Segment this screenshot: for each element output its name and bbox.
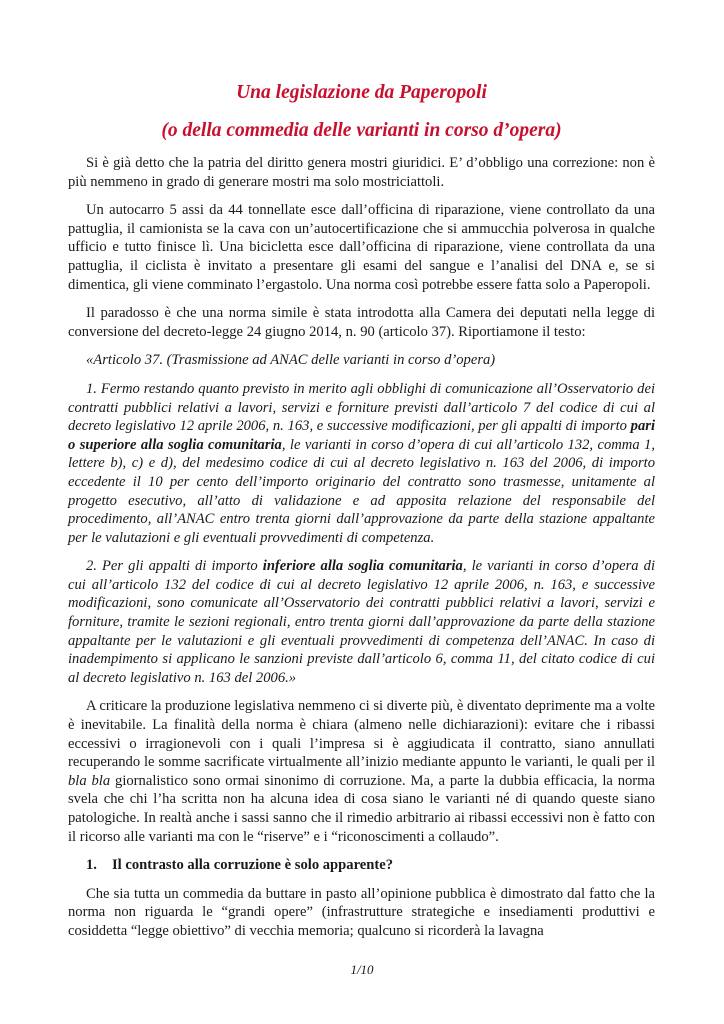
paragraph-criticism-text-b: giornalistico sono ormai sinonimo di corruzione. Ma, a parte la dubbia efficacia, la norma svela che chi l’ha scritta non ha alcuna idea di cosa siano le varianti né di quando queste siano patologiche. In realtà anche i sassi sanno che il rimedio arbitrario ai ribassi eccessivi non è fatto con il ricorso alle varianti ma con le “riserve” e i “riconoscimenti a collaudo”.: [68, 772, 655, 845]
quote-comma-2-text-b: , le varianti in corso d’opera di cui all’articolo 132 del codice di cui al decreto legislativo 12 aprile 2006, n. 163, e successive modificazioni, sono comunicate all’Osservatorio dei contratti pubblici relativi a lavori, servizi e forniture, tramite le sezioni regionali, entro trenta giorni dall’approvazione da parte della stazione appaltante per le valutazioni e gli eventuali provvedimenti di competenza dell’ANAC. In caso di inadempimento si applicano le sanzioni previste dall’articolo 6, comma 11, del citato codice di cui al decreto legislativo n. 163 del 2006.»: [68, 558, 656, 686]
paragraph-criticism: [68, 697, 655, 846]
document-subtitle: (o della commedia delle varianti in corso d’opera): [161, 120, 562, 141]
paragraph-example: Un autocarro 5 assi da 44 tonnellate esce dall’officina di riparazione, viene controllato da una pattuglia, il camionista se la cava con un’autocertificazione che si ammucchia polverosa in qualche ufficio e tutto finisce lì. Una bicicletta esce dall’officina di riparazione, viene controllata da una pattuglia, il ciclista è invitato a presentare gli esami del sangue e l’analisi del DNA e, se si dimentica, gli viene comminato l’ergastolo. Una norma così potrebbe essere fatta solo a Paperopoli.: [68, 202, 655, 293]
document-title: Una legislazione da Paperopoli: [236, 82, 487, 103]
section-heading: [68, 856, 655, 875]
quote-comma-2-text-a: 2. Per gli appalti di importo: [86, 558, 263, 575]
paragraph-intro: Si è già detto che la patria del diritto genera mostri giuridici. E’ d’obbligo una correzione: non è più nemmeno in grado di generare mostri ma solo mostriciattoli.: [68, 155, 655, 190]
section-title: Il contrasto alla corruzione è solo apparente?: [112, 857, 394, 874]
quote-comma-1-text-a: 1. Fermo restando quanto previsto in merito agli obblighi di comunicazione all’Osservatorio dei contratti pubblici relativi a lavori, servizi e forniture previsti dall’articolo 7 del codice di cui al decreto legislativo 12 aprile 2006, n. 163, e successive modificazioni, per gli appalti di importo: [68, 380, 655, 435]
page-number: 1/10: [350, 962, 374, 977]
quote-comma-2: [68, 557, 655, 687]
paragraph-paradox: Il paradosso è che una norma simile è stata introdotta alla Camera dei deputati nella legge di conversione del decreto-legge 24 giugno 2014, n. 90 (articolo 37). Riportiamone il testo:: [68, 305, 655, 340]
paragraph-commedia: Che sia tutta un commedia da buttare in pasto all’opinione pubblica è dimostrato dal fatto che la norma non riguarda le “grandi opere” (infrastrutture strategiche e insediamenti produttivi e cosiddetta “legge obiettivo” di vecchia memoria; qualcuno si ricorderà la lavagna: [68, 885, 655, 939]
paragraph-criticism-italic: bla bla: [68, 772, 111, 789]
section-number: 1.: [86, 857, 97, 874]
quote-comma-2-bold: inferiore alla soglia comunitaria: [262, 558, 463, 575]
document-body: [68, 80, 655, 951]
quote-comma-1: [68, 380, 655, 547]
paragraph-criticism-text-a: A criticare la produzione legislativa nemmeno ci si diverte più, è diventato deprimente ma a volte è inevitabile. La finalità della norma è chiara (almeno nelle dichiarazioni): evitare che i ribassi eccessivi o irragionevoli con i quali l’impresa si è aggiudicata il contratto, siano annullati recuperando le somme sacrificate virtualmente all’inizio mediante appunto le varianti, le quali per il: [68, 698, 655, 771]
quote-comma-1-text-b: , le varianti in corso d’opera di cui all’articolo 132, comma 1, lettere b), c) e d), del medesimo codice di cui al decreto legislativo n. 163 del 2006, di importo eccedente il 10 per cento dell’importo originario del contratto sono trasmesse, unitamente al progetto esecutivo, all’atto di validazione e ad apposita relazione del responsabile del procedimento, all’ANAC entro trenta giorni dall’approvazione da parte della stazione appaltante per le valutazioni e gli eventuali provvedimenti di competenza.: [68, 436, 655, 546]
quote-article-title: «Articolo 37. (Trasmissione ad ANAC delle varianti in corso d’opera): [86, 352, 496, 369]
quote-comma-1-bold: pari o superiore alla soglia comunitaria: [68, 418, 655, 453]
